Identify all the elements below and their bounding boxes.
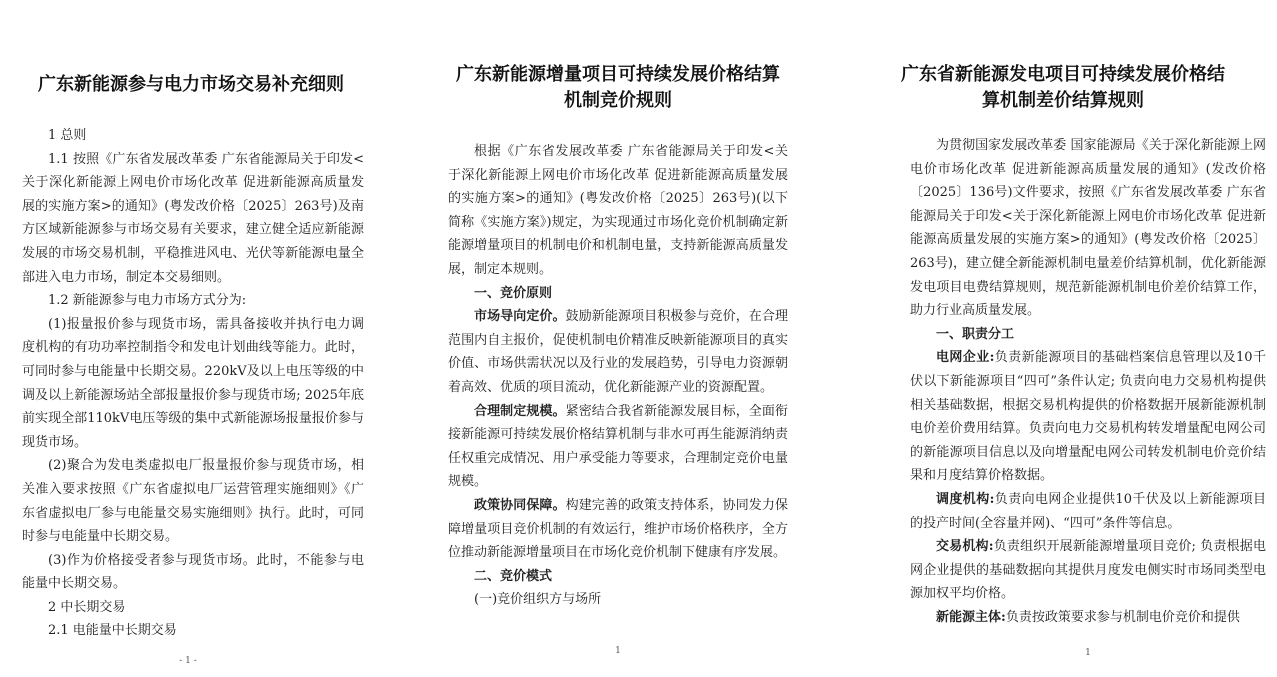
paragraph — [448, 400, 788, 494]
paragraph-lead: 政策协同保障。 — [474, 497, 566, 513]
paragraph-text: 负责按政策要求参与机制电价竞价和提供 — [1005, 609, 1240, 625]
paragraph: (3)作为价格接受者参与现货市场。此时，不能参与电能量中长期交易。 — [22, 552, 364, 592]
paragraph-text: 负责新能源项目的基础档案信息管理以及10千伏以下新能源项目“四可”条件认定; 负责向电力交易机构提供相关基础数据，根据交易机构提供的价格数据开展新能源机制电价差价费用结算。负责向电力交易机构转发增量配电网公司的新能源项目信息以及向增量配电网公司转发机制电价竞价结果和月度结算价格数据。 — [910, 350, 1266, 484]
page-2-body — [448, 140, 788, 612]
page-1-title: 广东新能源参与电力市场交易补充细则 — [38, 74, 344, 95]
document-page-2 — [426, 0, 852, 677]
paragraph: 为贯彻国家发展改革委 国家能源局《关于深化新能源上网电价市场化改革 促进新能源高质量发展的通知》(发改价格〔2025〕136号)文件要求，按照《广东省发展改革委 广东省能源局关于印发<关于深化新能源上网电价市场化改革 促进新能源高质量发展的实施方案>的通知》(粤发改价格〔2025〕263号)，建立健全新能源机制电量差价结算机制，优化新能源发电项目电费结算规则，规范新能源机制电价差价结算工作，助力行业高质量发展。 — [910, 138, 1266, 319]
paragraph: 1.1 按照《广东省发展改革委 广东省能源局关于印发<关于深化新能源上网电价市场化改革 促进新能源高质量发展的实施方案>的通知》(粤发改价格〔2025〕263号)及南方区域新能源参与市场交易有关要求，建立健全适应新能源发展的市场交易机制，平稳推进风电、光伏等新能源电量全部进入电力市场，制定本交易细则。 — [22, 151, 364, 285]
paragraph-lead: 合理制定规模。 — [474, 403, 566, 419]
paragraph — [448, 305, 788, 399]
paragraph: 1.2 新能源参与电力市场方式分为: — [48, 293, 247, 309]
paragraph — [910, 535, 1266, 606]
title-line: 算机制差价结算规则 — [982, 90, 1144, 111]
page-1-body — [22, 124, 364, 643]
paragraph-text: 构建完善的政策支持体系，协同发力保障增量项目竞价机制的有效运行，维护市场价格秩序，全方位推动新能源增量项目在市场化竞价机制下健康有序发展。 — [448, 497, 788, 561]
paragraph-text: 鼓励新能源项目积极参与竞价，在合理范围内自主报价，促使机制电价精准反映新能源项目的真实价值、市场供需状况以及行业的发展趋势，引导电力资源朝着高效、优质的项目流动，优化新能源产业的资源配置。 — [448, 309, 788, 395]
paragraph — [910, 606, 1266, 630]
paragraph-text: 负责组织开展新能源增量项目竞价; 负责根据电网企业提供的基础数据向其提供月度发电侧实时市场同类型电源加权平均价格。 — [910, 539, 1266, 602]
page-2-number: 1 — [615, 646, 621, 656]
document-page-3 — [852, 0, 1277, 677]
paragraph-text: 紧密结合我省新能源发展目标，全面衔接新能源可持续发展价格结算机制与非水可再生能源消纳责任权重完成情况、用户承受能力等要求，合理制定竞价电量规模。 — [448, 403, 788, 490]
section-heading: 一、职责分工 — [936, 326, 1015, 342]
section-heading: 一、竞价原则 — [474, 285, 553, 301]
title-line: 广东省新能源发电项目可持续发展价格结 — [901, 64, 1225, 85]
page-1-number: - 1 - — [179, 656, 197, 666]
title-line: 广东新能源增量项目可持续发展价格结算 — [456, 64, 780, 85]
title-line: 机制竞价规则 — [564, 90, 672, 111]
paragraph: 根据《广东省发展改革委 广东省能源局关于印发<关于深化新能源上网电价市场化改革 促进新能源高质量发展的实施方案>的通知》(粤发改价格〔2025〕263号)(以下简称《实施方案》)规定，为实现通过市场化竞价机制确定新能源增量项目的机制电价和机制电量，支持新能源高质量发展，制定本规则。 — [448, 144, 788, 277]
section-heading: 1 总则 — [48, 128, 87, 143]
page-3-body — [910, 134, 1266, 629]
paragraph-lead: 市场导向定价。 — [474, 309, 566, 325]
page-3-number: 1 — [1085, 648, 1091, 658]
paragraph-text: 负责向电网企业提供10千伏及以上新能源项目的投产时间(全容量并网)、“四可”条件等信息。 — [910, 491, 1266, 531]
section-heading: 2 中长期交易 — [48, 599, 126, 615]
document-page-1 — [0, 0, 426, 677]
paragraph-lead: 调度机构: — [936, 491, 995, 507]
paragraph: (2)聚合为发电类虚拟电厂报量报价参与现货市场，相关准入要求按照《广东省虚拟电厂运营管理实施细则》《广东省虚拟电厂参与电能量交易实施细则》执行。此时，可同时参与电能量中长期交易。 — [22, 458, 364, 545]
paragraph-lead: 交易机构: — [936, 539, 994, 555]
paragraph — [910, 346, 1266, 488]
paragraph-lead: 电网企业: — [936, 350, 995, 366]
paragraph: 2.1 电能量中长期交易 — [48, 623, 177, 639]
paragraph — [910, 488, 1266, 535]
page-2-title — [426, 62, 810, 114]
paragraph-lead: 新能源主体: — [936, 609, 1006, 625]
page-3-title — [858, 62, 1268, 114]
section-heading: 二、竞价模式 — [474, 568, 553, 584]
paragraph: (1)报量报价参与现货市场，需具备接收并执行电力调度机构的有功功率控制指令和发电计划曲线等能力。此时，可同时参与电能量中长期交易。220kV及以上电压等级的中调及以上新能源场站全部报量报价参与现货市场; 2025年底前实现全部110kV电压等级的集中式新能源场报量报价参与现货市场。 — [22, 316, 364, 450]
paragraph — [448, 494, 788, 565]
paragraph: (一)竞价组织方与场所 — [474, 592, 602, 608]
